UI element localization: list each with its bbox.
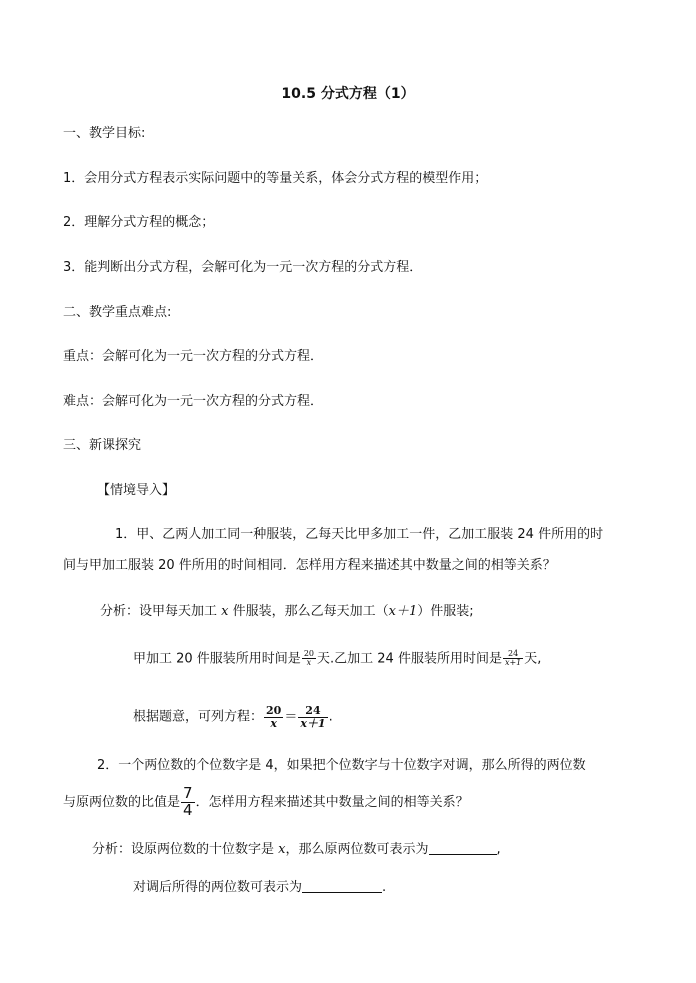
section-heading-objectives: 一、教学目标: <box>63 126 146 141</box>
swap-end: . <box>382 880 387 895</box>
key-point-text: 重点：会解可化为一元一次方程的分式方程． <box>63 349 324 364</box>
problem2-analysis <box>92 840 501 859</box>
equation-label: 根据题意，可列方程： <box>133 709 264 725</box>
section-heading-key-points: 二、教学重点难点: <box>63 305 172 320</box>
analysis-text-a: 分析：设甲每天加工 <box>100 604 222 619</box>
problem2-swap-line <box>133 878 386 897</box>
problem1-line1: 1．甲、乙两人加工同一种服装，乙每天比甲多加工一件，乙加工服装 24 件所用的时 <box>115 527 604 542</box>
section-heading-new-lesson: 三、新课探究 <box>63 438 142 453</box>
variable-x: x <box>278 842 286 857</box>
subheading-scenario: 【情境导入】 <box>97 483 176 498</box>
problem1-line2: 间与甲加工服装 20 件所用的时间相同．怎样用方程来描述其中数量之间的相等关系？ <box>63 558 556 573</box>
fraction-denominator: x <box>270 716 277 730</box>
equation-left-fraction <box>264 705 283 729</box>
fraction-numerator: 24 <box>298 705 327 718</box>
fraction-numerator: 20 <box>266 704 282 717</box>
fraction-denominator: x <box>306 658 312 668</box>
time-text-b: 天.乙加工 24 件服装所用时间是 <box>317 651 502 667</box>
line2-text-b: ．怎样用方程来描述其中数量之间的相等关系？ <box>195 794 469 810</box>
equation-end: . <box>328 709 333 725</box>
time-text-a: 甲加工 20 件服装所用时间是 <box>133 651 301 667</box>
analysis-text-c: ）件服装; <box>417 604 474 619</box>
analysis-text-a: 分析：设原两位数的十位数字是 <box>92 842 279 857</box>
line2-text-a: 与原两位数的比值是 <box>63 794 181 810</box>
objective-item-3: 3．能判断出分式方程，会解可化为一元一次方程的分式方程． <box>63 260 423 275</box>
expression-x-plus-1: x＋1 <box>388 604 418 619</box>
variable-x: x <box>221 604 229 619</box>
answer-blank-original[interactable] <box>429 840 497 855</box>
fraction-20-over-x <box>302 650 316 668</box>
objective-item-1: 1．会用分式方程表示实际问题中的等量关系，体会分式方程的模型作用； <box>63 171 488 186</box>
fraction-numerator: 20 <box>303 649 314 658</box>
difficulty-text: 难点：会解可化为一元一次方程的分式方程． <box>63 394 324 409</box>
problem2-line1: 2．一个两位数的个位数字是 4，如果把个位数字与十位数字对调，那么所得的两位数 <box>97 758 586 773</box>
analysis-end: , <box>496 842 501 857</box>
swap-text: 对调后所得的两位数可表示为 <box>133 880 303 895</box>
fraction-numerator: 24 <box>503 650 523 659</box>
fraction-24-over-x-plus-1 <box>503 650 523 668</box>
problem1-analysis <box>100 603 474 621</box>
page-title: 10.5 分式方程（1） <box>281 86 415 102</box>
equation-right-fraction <box>298 705 327 729</box>
fraction-7-over-4 <box>181 786 195 819</box>
problem1-equation-line <box>133 705 333 729</box>
problem1-time-line <box>133 650 541 668</box>
problem2-line2 <box>63 786 469 819</box>
objective-item-2: 2．理解分式方程的概念； <box>63 215 215 230</box>
equals-sign: ＝ <box>284 709 298 725</box>
fraction-denominator: x+1 <box>504 658 522 668</box>
fraction-denominator: x＋1 <box>300 716 326 730</box>
fraction-numerator: 7 <box>183 784 193 802</box>
analysis-text-b: 件服装，那么乙每天加工（ <box>228 604 389 619</box>
answer-blank-swapped[interactable] <box>302 878 382 893</box>
analysis-text-b: ，那么原两位数可表示为 <box>285 842 429 857</box>
time-text-c: 天, <box>524 651 542 667</box>
fraction-denominator: 4 <box>183 800 193 819</box>
